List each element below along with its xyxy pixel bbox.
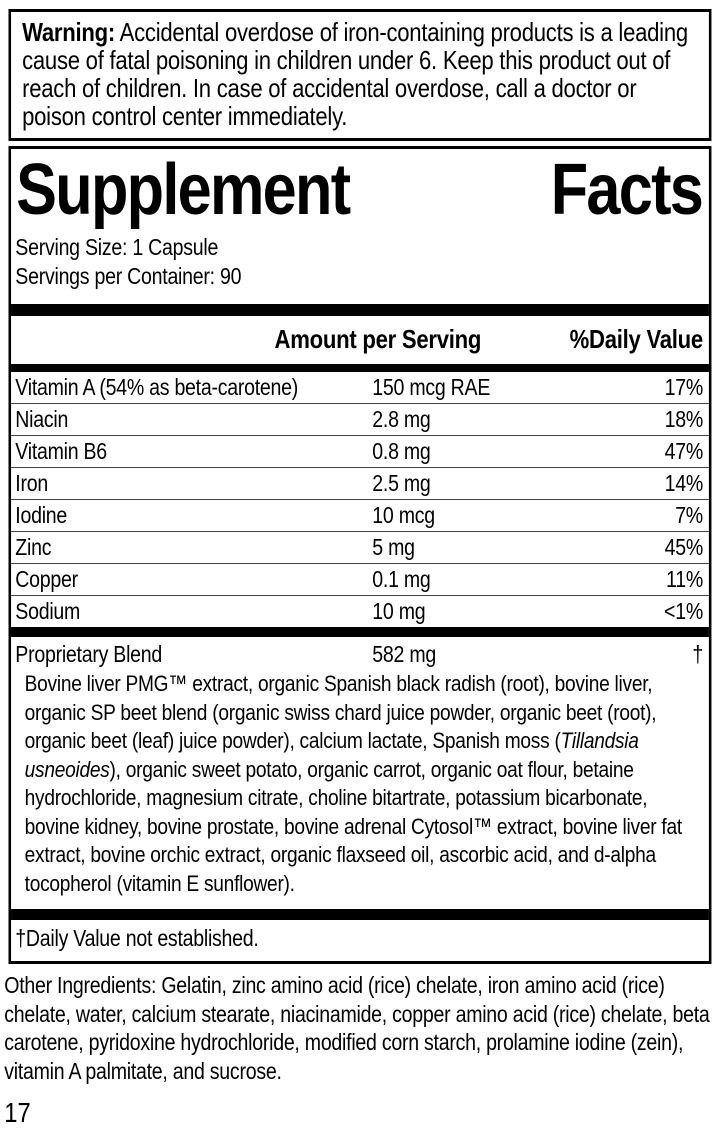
nutrient-amount: 2.5 mg — [372, 470, 431, 496]
table-row — [11, 595, 709, 627]
supplement-facts-panel — [9, 146, 712, 964]
warning-box — [9, 9, 712, 141]
nutrient-name: Iron — [15, 470, 48, 496]
other-ingredients: Other Ingredients: Gelatin, zinc amino acid (rice) chelate, iron amino acid (rice) chelate, water, calcium stearate, niacinamide, copper amino acid (rice) chelate, beta carotene, pyridoxine hydrochloride, modified corn starch, prolamine iodine (zein), vitamin A palmitate, and sucrose. — [4, 972, 710, 1084]
nutrient-dv: 17% — [664, 374, 703, 400]
nutrient-dv: 47% — [664, 438, 703, 464]
table-row — [11, 372, 709, 403]
table-row — [11, 499, 709, 531]
table-row — [11, 435, 709, 467]
warning-label: Warning: — [22, 17, 115, 47]
servings-per-container: Servings per Container: 90 — [15, 263, 242, 289]
warning-text: Accidental overdose of iron-containing products is a leading cause of fatal poisoning in children under 6. Keep this product out of reach of children. In case of accidental overdose, call a doctor or poison control center immediately. — [22, 17, 688, 131]
table-row — [11, 563, 709, 595]
nutrient-amount: 150 mcg RAE — [372, 374, 491, 400]
nutrient-dv: <1% — [664, 598, 703, 624]
divider-bar-thick-top — [11, 304, 709, 316]
nutrient-dv: 11% — [666, 566, 703, 592]
title-word-supplement: Supplement — [16, 150, 350, 230]
supplement-facts-title — [11, 149, 709, 230]
divider-bar-above-blend — [11, 627, 709, 637]
nutrient-dv: 18% — [664, 406, 703, 432]
nutrient-name: Iodine — [15, 502, 68, 528]
column-header-amount: Amount per Serving — [274, 324, 482, 354]
nutrient-amount: 5 mg — [372, 534, 415, 560]
table-header-row — [11, 316, 709, 364]
table-row — [11, 467, 709, 499]
nutrient-amount: 10 mg — [372, 598, 426, 624]
divider-bar-under-header — [11, 364, 709, 372]
nutrient-name: Zinc — [15, 534, 52, 560]
nutrient-table — [11, 372, 709, 627]
nutrient-dv: 45% — [664, 534, 703, 560]
page-number: 17 — [4, 1097, 31, 1128]
serving-size: Serving Size: 1 Capsule — [15, 234, 219, 260]
nutrient-name: Sodium — [15, 598, 81, 624]
nutrient-amount: 0.8 mg — [372, 438, 431, 464]
proprietary-blend-row — [11, 637, 709, 670]
daily-value-footnote: †Daily Value not established. — [15, 925, 259, 951]
proprietary-blend-description: Bovine liver PMG™ extract, organic Spanish black radish (root), bovine liver, organic SP beet blend (organic swiss chard juice powder, organic beet (root), organic beet (leaf) juice powder), calcium lactate, Spanish moss (Tillandsia usneoides), organic sweet potato, organic carrot, organic oat flour, betaine hydrochloride, magnesium citrate, choline bitartrate, potassium bicarbonate, bovine kidney, bovine prostate, bovine adrenal Cytosol™ extract, bovine liver fat extract, bovine orchic extract, organic flaxseed oil, ascorbic acid, and d-alpha tocopherol (vitamin E sunflower). — [24, 671, 682, 896]
divider-bar-above-footnote — [11, 909, 709, 920]
nutrient-amount: 582 mg — [372, 641, 436, 667]
column-header-daily-value: %Daily Value — [569, 324, 703, 354]
nutrient-name: Niacin — [15, 406, 69, 432]
nutrient-name: Vitamin B6 — [15, 438, 107, 464]
nutrient-amount: 2.8 mg — [372, 406, 431, 432]
label-sheet — [0, 9, 720, 1129]
table-row — [11, 531, 709, 563]
title-word-facts: Facts — [550, 150, 703, 230]
nutrient-name: Vitamin A (54% as beta-carotene) — [15, 374, 299, 400]
nutrient-dv: 14% — [664, 470, 703, 496]
table-row — [11, 403, 709, 435]
nutrient-dv: † — [692, 641, 703, 667]
nutrient-name: Copper — [15, 566, 78, 592]
nutrient-amount: 0.1 mg — [372, 566, 431, 592]
serving-info — [11, 223, 709, 291]
nutrient-dv: 7% — [675, 502, 703, 528]
nutrient-amount: 10 mcg — [372, 502, 435, 528]
nutrient-name: Proprietary Blend — [15, 641, 163, 667]
